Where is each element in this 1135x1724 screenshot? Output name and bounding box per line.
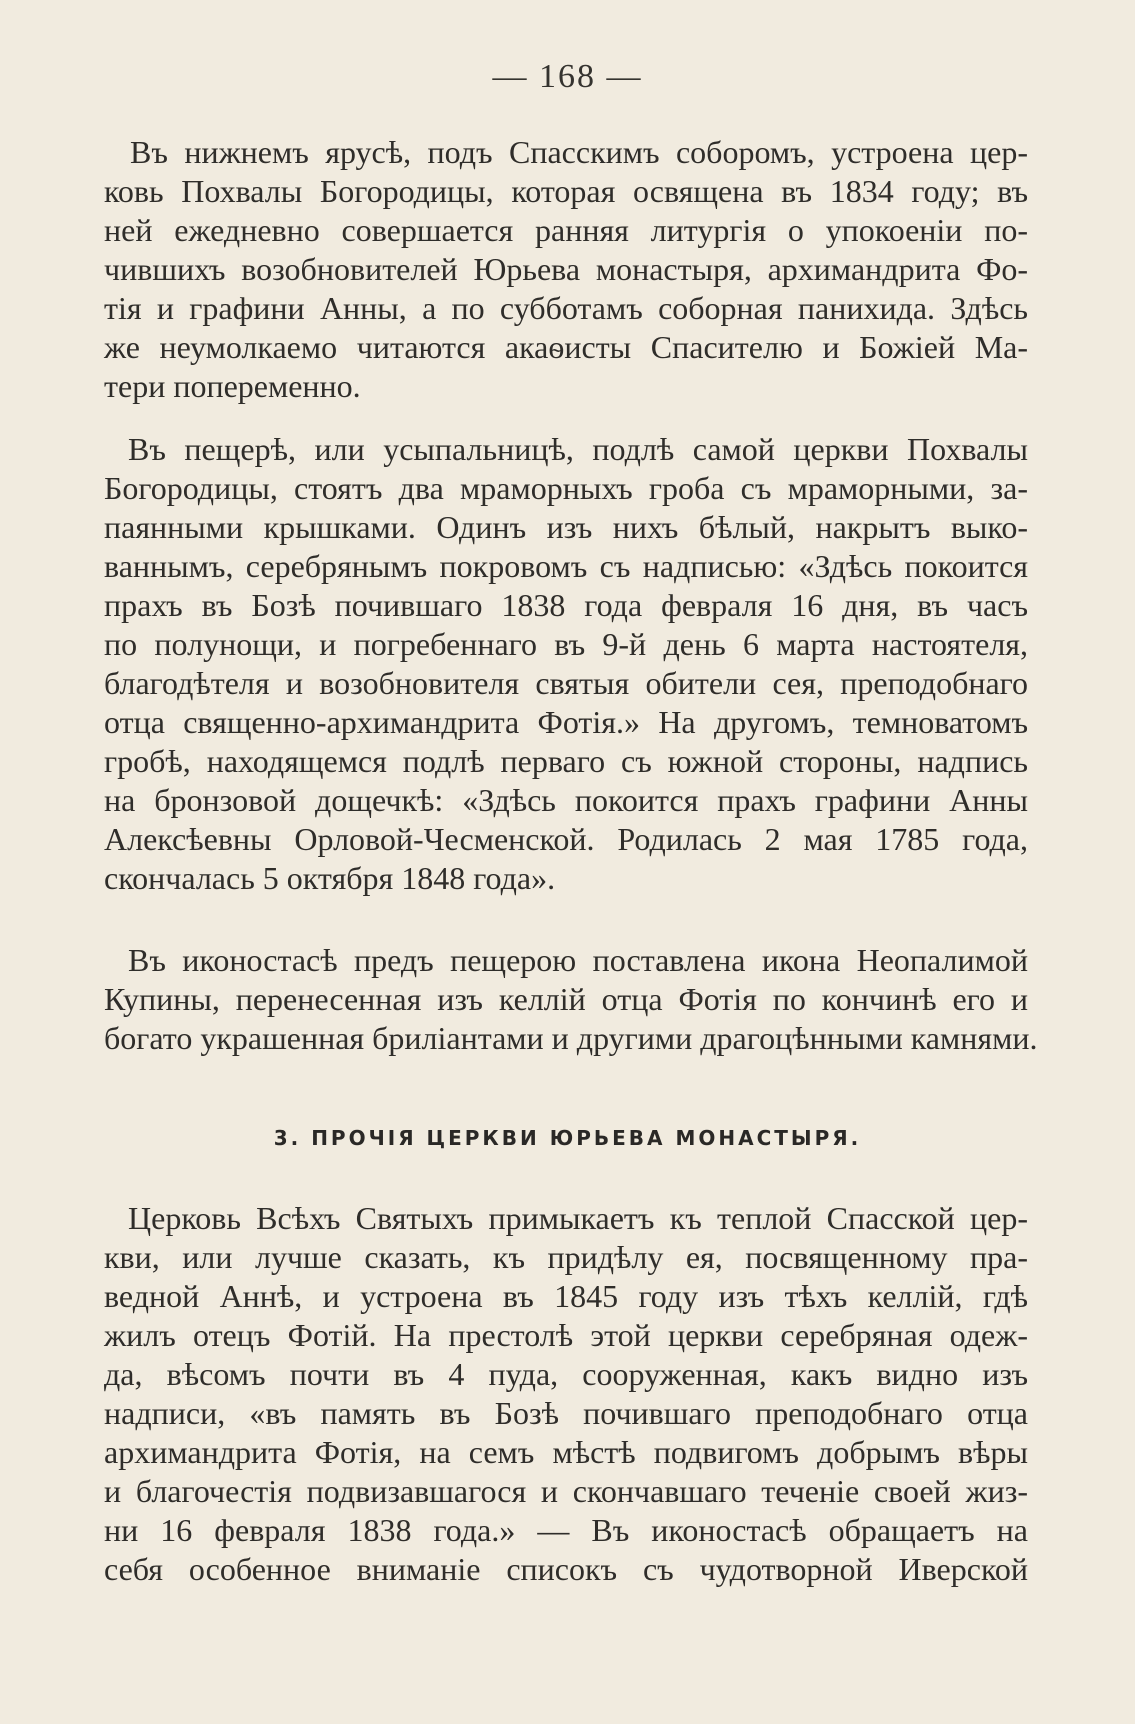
paragraph-all-saints-church <box>104 1199 1028 1589</box>
text-line: же неумолкаемо читаются акаѳисты Спасителю и Божіей Ма- <box>104 329 1028 365</box>
text-line: Въ иконостасѣ предъ пещерою поставлена икона Неопалимой <box>128 942 1028 978</box>
text-line: Купины, перенесенная изъ келлій отца Фотія по кончинѣ его и <box>104 981 1028 1017</box>
text-line: тія и графини Анны, а по субботамъ соборная панихида. Здѣсь <box>104 290 1028 326</box>
text-line: Въ пещерѣ, или усыпальницѣ, подлѣ самой церкви Похвалы <box>128 431 1028 467</box>
text-line: архимандрита Фотія, на семъ мѣстѣ подвигомъ добрымъ вѣры <box>104 1434 1028 1470</box>
text-line: гробѣ, находящемся подлѣ перваго съ южной стороны, надпись <box>104 743 1028 779</box>
text-line: кви, или лучше сказать, къ придѣлу ея, посвященному пра- <box>104 1239 1028 1275</box>
text-line: ковь Похвалы Богородицы, которая освящена въ 1834 году; въ <box>104 173 1028 209</box>
text-line: жилъ отецъ Фотій. На престолѣ этой церкви серебряная одеж- <box>104 1317 1028 1353</box>
text-line: тери попеременно. <box>104 368 361 404</box>
text-line: на бронзовой дощечкѣ: «Здѣсь покоится прахъ графини Анны <box>104 782 1028 818</box>
paragraph-iconostasis <box>104 941 1038 1058</box>
text-line: Богородицы, стоятъ два мраморныхъ гроба съ мраморными, за- <box>104 470 1028 506</box>
text-line: отца священно-архимандрита Фотія.» На другомъ, темноватомъ <box>104 704 1028 740</box>
text-line: Алексѣевны Орловой-Чесменской. Родилась 2 мая 1785 года, <box>104 821 1028 857</box>
text-line: чившихъ возобновителей Юрьева монастыря, архимандрита Фо- <box>104 251 1028 287</box>
paragraph-lower-tier-church <box>104 133 1028 406</box>
text-line: Церковь Всѣхъ Святыхъ примыкаетъ къ теплой Спасской цер- <box>128 1200 1028 1236</box>
text-line: скончалась 5 октября 1848 года». <box>104 860 556 896</box>
text-line: да, вѣсомъ почти въ 4 пуда, сооруженная, какъ видно изъ <box>104 1356 1028 1392</box>
text-line: паянными крышками. Одинъ изъ нихъ бѣлый, накрытъ выко- <box>104 509 1028 545</box>
text-line: ни 16 февраля 1838 года.» — Въ иконостасѣ обращаетъ на <box>104 1512 1028 1548</box>
text-line: и благочестія подвизавшагося и скончавшаго теченіе своей жиз- <box>104 1473 1028 1509</box>
section-heading: 3. ПРОЧІЯ ЦЕРКВИ ЮРЬЕВА МОНАСТЫРЯ. <box>273 1126 862 1150</box>
text-line: надписи, «въ память въ Бозѣ почившаго преподобнаго отца <box>104 1395 1028 1431</box>
text-line: прахъ въ Бозѣ почившаго 1838 года февраля 16 дня, въ часъ <box>104 587 1028 623</box>
page-number: — 168 — <box>492 58 643 95</box>
text-line: ваннымъ, серебрянымъ покровомъ съ надписью: «Здѣсь покоится <box>104 548 1028 584</box>
text-line: Въ нижнемъ ярусѣ, подъ Спасскимъ соборомъ, устроена цер- <box>130 134 1028 170</box>
text-line: себя особенное вниманіе списокъ съ чудотворной Иверской <box>104 1551 1028 1587</box>
text-line: богато украшенная бриліантами и другими драгоцѣнными камнями. <box>104 1020 1038 1056</box>
text-line: по полунощи, и погребеннаго въ 9-й день 6 марта настоятеля, <box>104 626 1028 662</box>
text-line: ней ежедневно совершается ранняя литургія о упокоеніи по- <box>104 212 1028 248</box>
text-line: благодѣтеля и возобновителя святыя обители сея, преподобнаго <box>104 665 1028 701</box>
paragraph-burial-vault <box>104 430 1028 898</box>
text-line: ведной Аннѣ, и устроена въ 1845 году изъ тѣхъ келлій, гдѣ <box>104 1278 1028 1314</box>
